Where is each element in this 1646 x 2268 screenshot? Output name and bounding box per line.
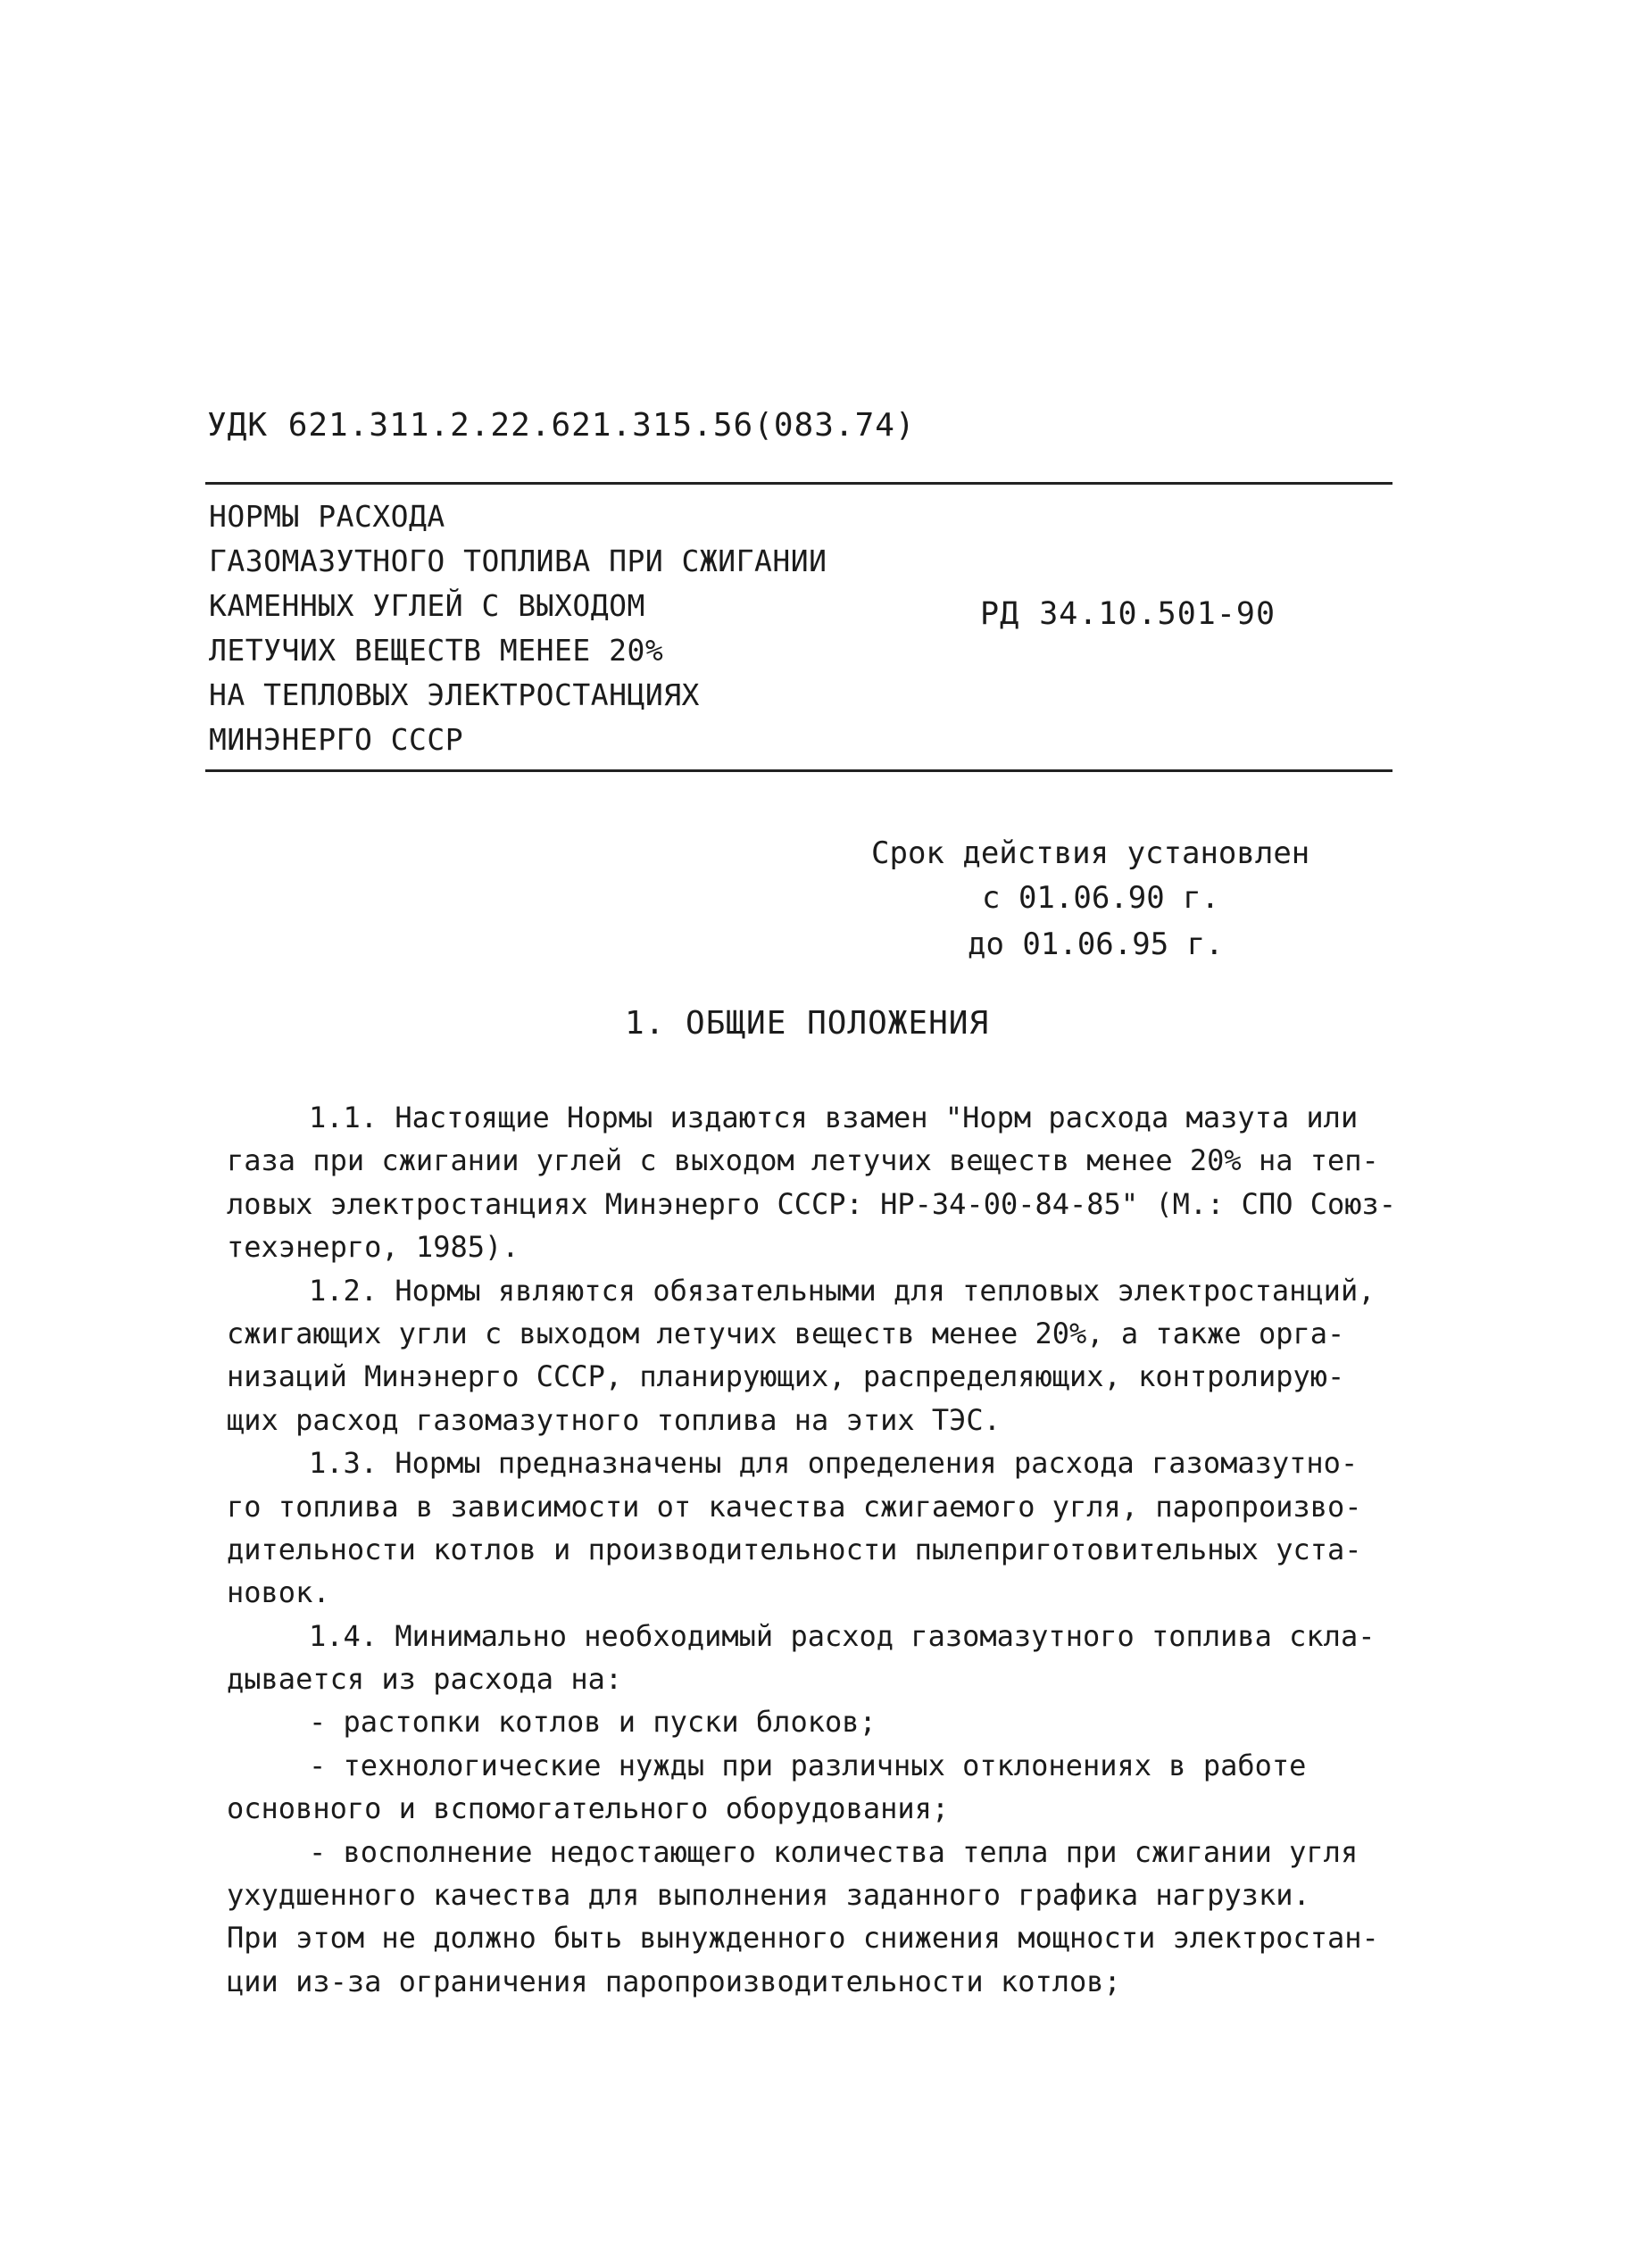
validity-start: с 01.06.90 г. xyxy=(982,880,1220,916)
paragraph-line: газа при сжигании углей с выходом летучих веществ менее 20% на теп- xyxy=(227,1143,1379,1178)
title-line: ЛЕТУЧИХ ВЕЩЕСТВ МЕНЕЕ 20% xyxy=(209,633,664,668)
paragraph-line: При этом не должно быть вынужденного снижения мощности электростан- xyxy=(227,1921,1379,1956)
top-divider xyxy=(205,482,1392,485)
rd-document-number: РД 34.10.501-90 xyxy=(980,596,1276,632)
paragraph-line: ции из-за ограничения паропроизводительности котлов; xyxy=(227,1964,1121,1998)
udk-code: УДК 621.311.2.22.621.315.56(083.74) xyxy=(207,407,916,444)
title-line: НА ТЕПЛОВЫХ ЭЛЕКТРОСТАНЦИЯХ xyxy=(209,677,700,712)
title-line: ГАЗОМАЗУТНОГО ТОПЛИВА ПРИ СЖИГАНИИ xyxy=(209,544,827,578)
paragraph-line: дывается из расхода на: xyxy=(227,1662,623,1697)
paragraph-line: дительности котлов и производительности пылеприготовительных уста- xyxy=(227,1532,1362,1566)
section-heading: 1. ОБЩИЕ ПОЛОЖЕНИЯ xyxy=(625,1005,990,1042)
paragraph-line: го топлива в зависимости от качества сжигаемого угля, паропроизво- xyxy=(227,1489,1362,1524)
bottom-divider xyxy=(205,769,1392,772)
paragraph-line: щих расход газомазутного топлива на этих ТЭС. xyxy=(227,1402,1001,1437)
body-text xyxy=(227,1096,1441,2003)
title-line: МИНЭНЕРГО СССР xyxy=(209,722,464,757)
list-item: - восполнение недостающего количества тепла при сжигании угля xyxy=(309,1834,1359,1869)
paragraph-line: ловых электростанциях Минэнерго СССР: НР-34-00-84-85" (М.: СПО Союз- xyxy=(227,1186,1397,1221)
paragraph-line: 1.1. Настоящие Нормы издаются взамен "Норм расхода мазута или xyxy=(309,1101,1359,1134)
validity-end: до 01.06.95 г. xyxy=(968,926,1224,962)
paragraph-line: 1.3. Нормы предназначены для определения расхода газомазутно- xyxy=(309,1446,1359,1481)
paragraph-line: новок. xyxy=(227,1575,330,1610)
document-title xyxy=(209,494,827,762)
paragraph-line: ухудшенного качества для выполнения заданного графика нагрузки. xyxy=(227,1878,1310,1913)
validity-label: Срок действия установлен xyxy=(871,835,1310,871)
title-line: НОРМЫ РАСХОДА xyxy=(209,499,445,534)
paragraph-line: 1.4. Минимально необходимый расход газомазутного топлива скла- xyxy=(309,1618,1376,1653)
paragraph-line: 1.2. Нормы являются обязательными для тепловых электростанций, xyxy=(309,1273,1376,1308)
list-item: - растопки котлов и пуски блоков; xyxy=(309,1705,877,1740)
paragraph-line: техэнерго, 1985). xyxy=(227,1230,520,1265)
paragraph-line: низаций Минэнерго СССР, планирующих, распределяющих, контролирую- xyxy=(227,1359,1345,1394)
paragraph-line: сжигающих угли с выходом летучих веществ менее 20%, а также орга- xyxy=(227,1316,1345,1350)
title-line: КАМЕННЫХ УГЛЕЙ С ВЫХОДОМ xyxy=(209,588,645,623)
paragraph-line: основного и вспомогательного оборудования; xyxy=(227,1791,950,1826)
list-item: - технологические нужды при различных отклонениях в работе xyxy=(309,1748,1307,1782)
